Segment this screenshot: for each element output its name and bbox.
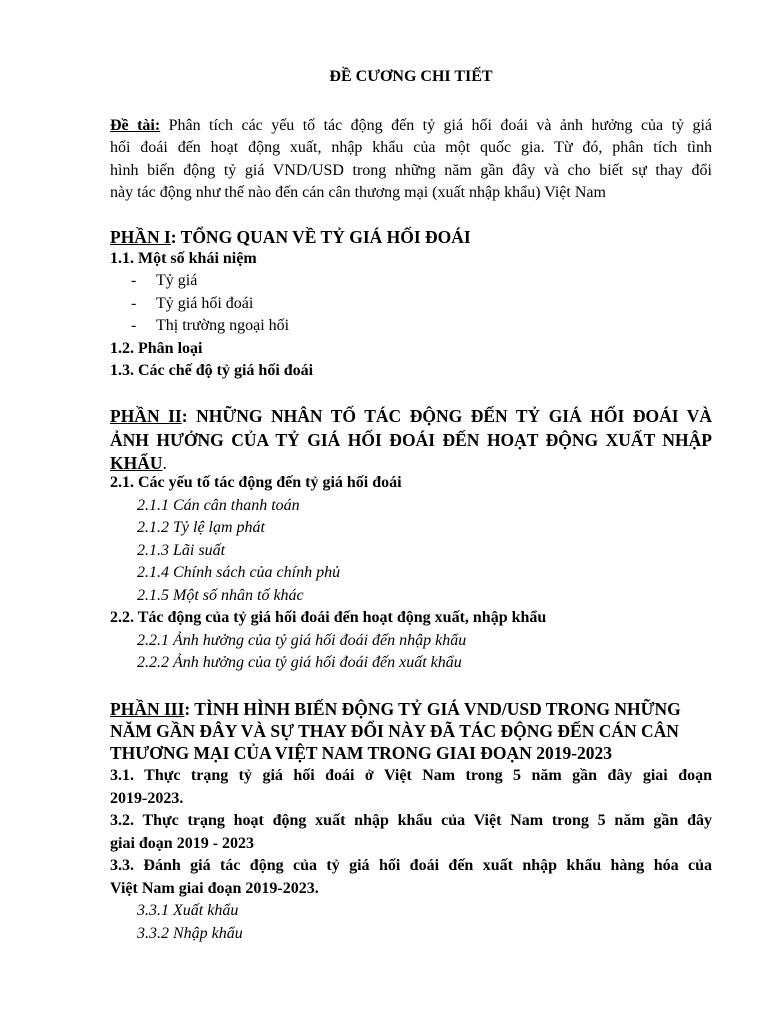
section-3-3-line-1: 3.3. Đánh giá tác động của tỷ giá hối đoái đến xuất nhập khẩu hàng hóa của <box>110 857 712 874</box>
topic-line-2: hối đoái đến hoạt động xuất, nhập khẩu của một quốc gia. Từ đó, phân tích tình <box>110 139 712 156</box>
section-1-1: 1.1. Một số khái niệm <box>110 250 257 267</box>
section-3-3-line-2: Việt Nam giai đoạn 2019-2023. <box>110 880 319 897</box>
section-2-1: 2.1. Các yếu tố tác động đến tỷ giá hối đoái <box>110 474 402 491</box>
list-item: 2.2.1 Ảnh hưởng của tỷ giá hối đoái đến nhập khẩu <box>137 632 467 649</box>
section-1-2: 1.2. Phân loại <box>110 340 203 357</box>
document-title: ĐỀ CƯƠNG CHI TIẾT <box>329 68 493 85</box>
topic-line-3: hình biến động tỷ giá VND/USD trong những năm gần đây và cho biết sự thay đổi <box>110 162 712 179</box>
list-item: 3.3.2 Nhập khẩu <box>137 925 243 942</box>
section-3-1-line-1: 3.1. Thực trạng tỷ giá hối đoái ở Việt Nam trong 5 năm gần đây giai đoạn <box>110 767 712 784</box>
part3-heading-line-1: PHẦN III: TÌNH HÌNH BIẾN ĐỘNG TỶ GIÁ VND/USD TRONG NHỮNG <box>110 699 681 719</box>
list-item: 2.1.5 Một số nhân tố khác <box>137 587 304 604</box>
section-3-2-line-2: giai đoạn 2019 - 2023 <box>110 835 255 852</box>
bullet-dash: - <box>131 295 137 312</box>
section-3-2-line-1: 3.2. Thực trạng hoạt động xuất nhập khẩu của Việt Nam trong 5 năm gần đây <box>110 812 712 829</box>
list-item: 2.2.2 Ảnh hưởng của tỷ giá hối đoái đến xuất khẩu <box>137 654 462 671</box>
part3-heading-line-2: NĂM GẦN ĐÂY VÀ SỰ THAY ĐỔI NÀY ĐÃ TÁC ĐỘNG ĐẾN CÁN CÂN <box>110 721 679 741</box>
section-1-3: 1.3. Các chế độ tỷ giá hối đoái <box>110 362 314 379</box>
bullet-dash: - <box>131 272 137 289</box>
part3-label: PHẦN III <box>110 699 185 719</box>
topic-line-1: Đề tài: Phân tích các yếu tố tác động đến tỷ giá hối đoái và ảnh hưởng của tỷ giá <box>110 117 713 134</box>
part2-heading-line-2: ẢNH HƯỞNG CỦA TỶ GIÁ HỐI ĐOÁI ĐẾN HOẠT ĐỘNG XUẤT NHẬP <box>110 430 712 450</box>
list-item: 2.1.2 Tỷ lệ lạm phát <box>137 519 265 536</box>
list-item: 2.1.1 Cán cân thanh toán <box>137 497 300 514</box>
list-item: 2.1.3 Lãi suất <box>137 542 226 559</box>
topic-label: Đề tài: <box>110 117 161 134</box>
section-2-2: 2.2. Tác động của tỷ giá hối đoái đến hoạt động xuất, nhập khẩu <box>110 609 547 626</box>
part1-heading <box>110 226 471 248</box>
part3-heading-line-3: THƯƠNG MẠI CỦA VIỆT NAM TRONG GIAI ĐOẠN 2019-2023 <box>110 743 613 763</box>
bullet-dash: - <box>131 317 137 334</box>
section-3-1-line-2: 2019-2023. <box>110 790 184 807</box>
topic-line-4: này tác động như thế nào đến cán cân thương mại (xuất nhập khẩu) Việt Nam <box>110 184 606 201</box>
part2-heading-line-3: KHẨU. <box>110 453 167 473</box>
part1-title: : TỔNG QUAN VỀ TỶ GIÁ HỐI ĐOÁI <box>170 227 471 247</box>
part2-heading-line-1: PHẦN II: NHỮNG NHÂN TỐ TÁC ĐỘNG ĐẾN TỶ GIÁ HỐI ĐOÁI VÀ <box>110 406 712 426</box>
list-item: 3.3.1 Xuất khẩu <box>137 902 239 919</box>
list-item: 2.1.4 Chính sách của chính phủ <box>137 564 341 581</box>
part2-label: PHẦN II <box>110 406 182 426</box>
part1-label: PHẦN I <box>110 227 171 247</box>
